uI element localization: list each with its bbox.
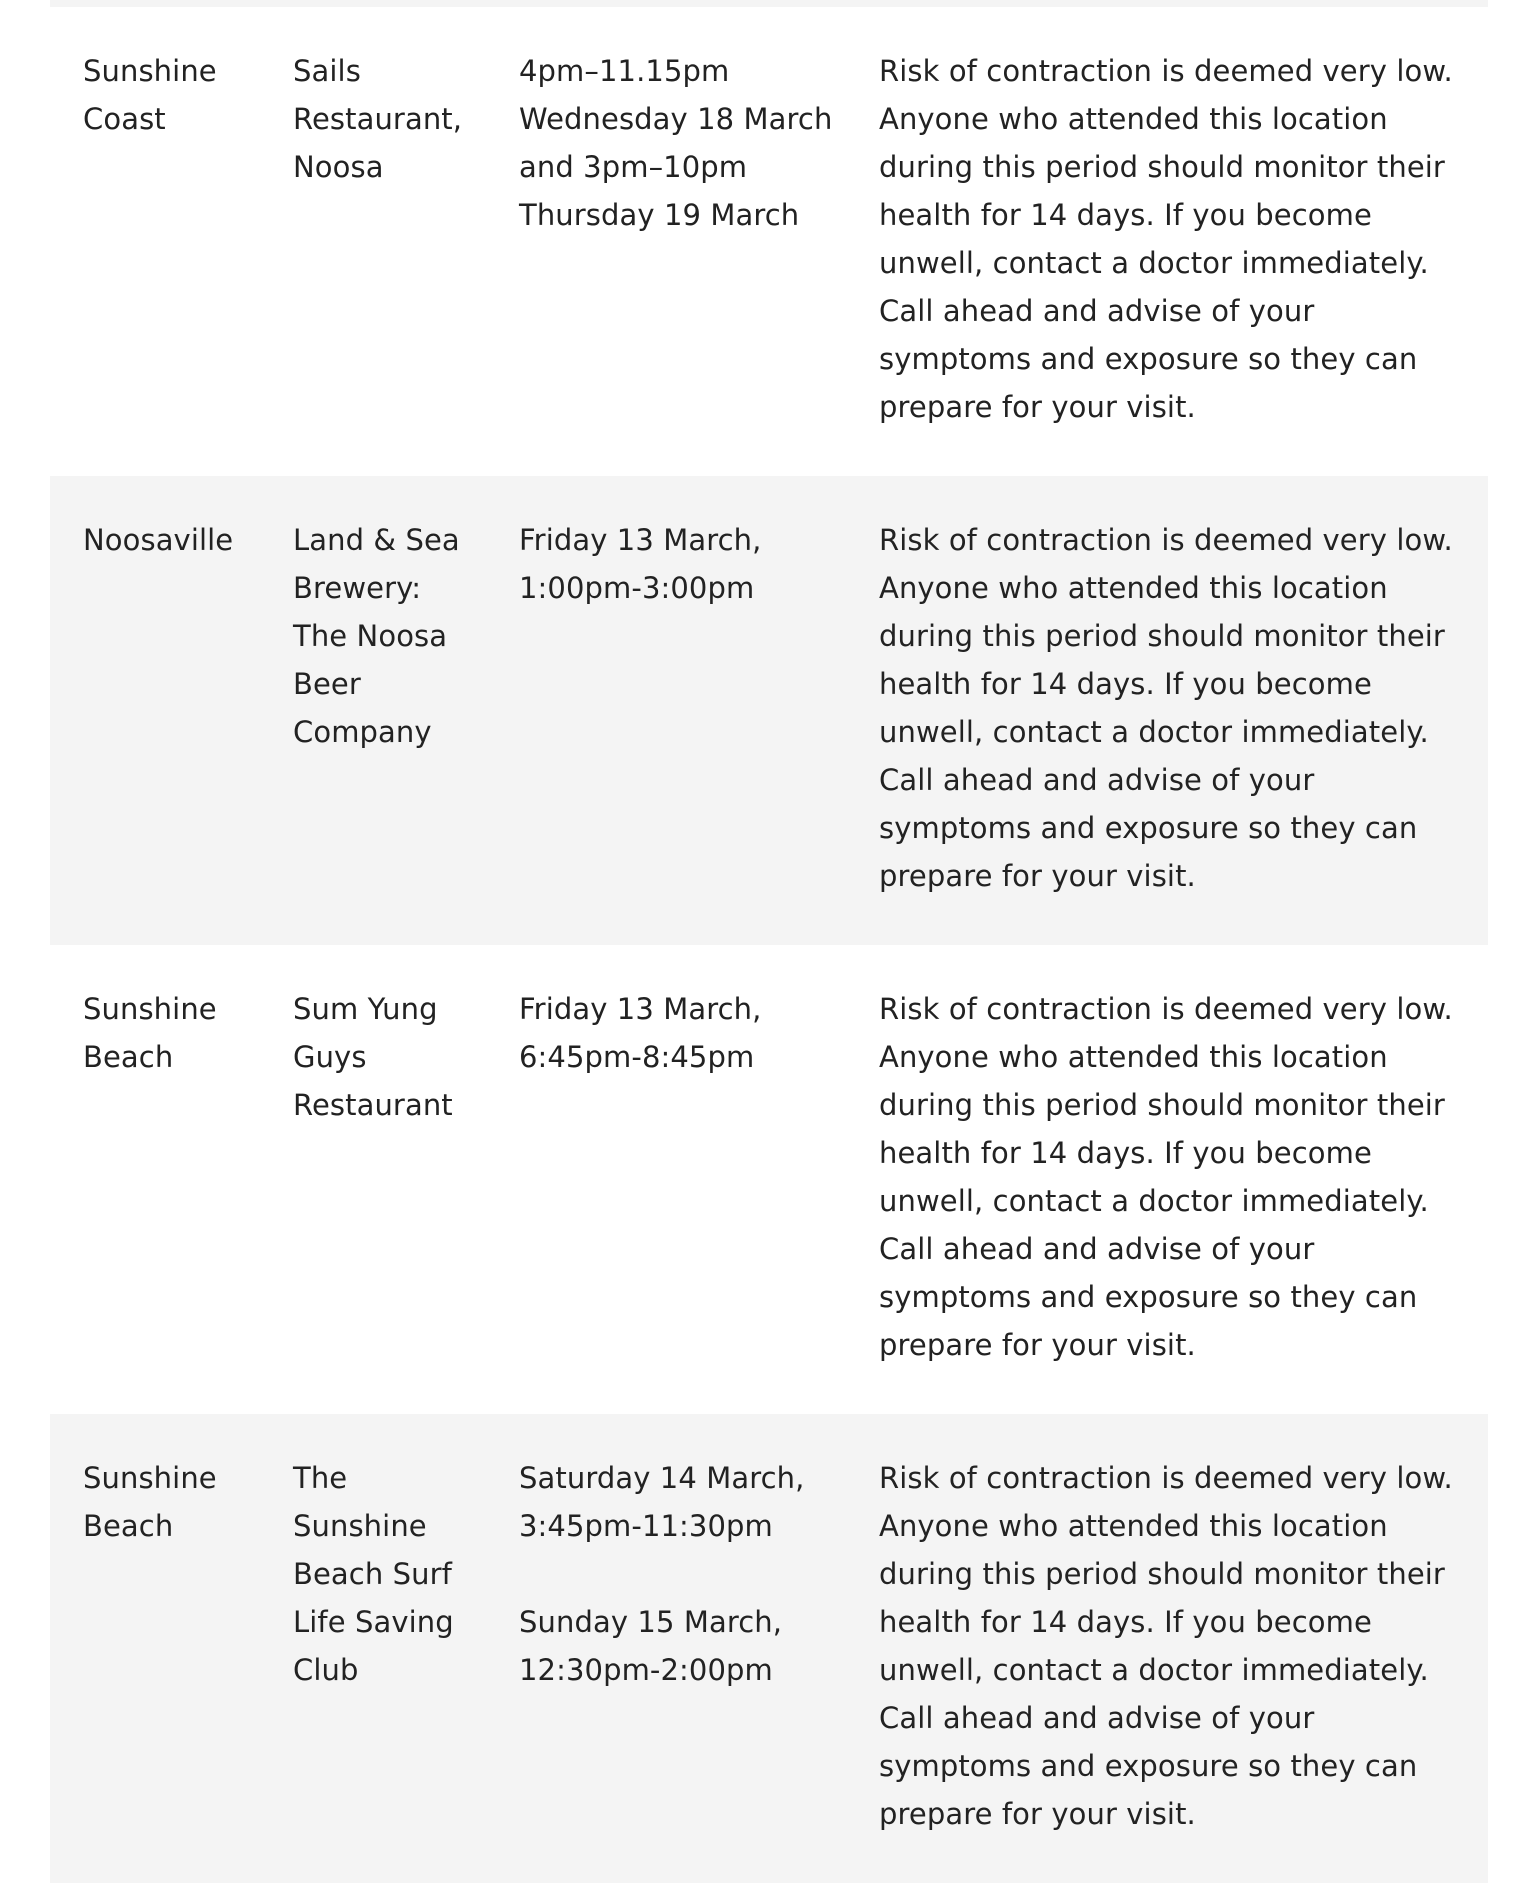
region-cell: Sunshine Beach [83, 1461, 217, 1543]
venue-cell: Sails Restaurant, Noosa [293, 54, 463, 184]
date-cell [519, 1454, 834, 1694]
venue-cell: The Sunshine Beach Surf Life Saving Club [293, 1461, 454, 1687]
table-row [50, 945, 1488, 1414]
venue-cell: Land & Sea Brewery: The Noosa Beer Company [293, 523, 460, 749]
date-time-text: Friday 13 March, 1:00pm-3:00pm [519, 523, 762, 605]
advice-cell: Risk of contraction is deemed very low. Anyone who attended this location during this period should monitor their health for 14 days. If you become unwell, contact a doctor immediately. Call ahead and advise of your symptoms and exposure so they can prepare for your visit. [879, 523, 1453, 893]
exposure-sites-table-wrapper [50, 0, 1488, 1883]
date-cell [519, 985, 834, 1081]
previous-row-edge [50, 0, 1488, 7]
date-time-text: Saturday 14 March, 3:45pm-11:30pm [519, 1461, 805, 1543]
advice-cell: Risk of contraction is deemed very low. Anyone who attended this location during this period should monitor their health for 14 days. If you become unwell, contact a doctor immediately. Call ahead and advise of your symptoms and exposure so they can prepare for your visit. [879, 54, 1453, 424]
date-time-text: Sunday 15 March, 12:30pm-2:00pm [519, 1605, 783, 1687]
exposure-sites-table [50, 7, 1488, 1883]
table-row [50, 476, 1488, 945]
region-cell: Noosaville [83, 523, 234, 557]
date-time-text: Friday 13 March, 6:45pm-8:45pm [519, 992, 762, 1074]
date-cell [519, 47, 834, 239]
table-row [50, 1414, 1488, 1883]
region-cell: Sunshine Coast [83, 54, 217, 136]
advice-cell: Risk of contraction is deemed very low. Anyone who attended this location during this period should monitor their health for 14 days. If you become unwell, contact a doctor immediately. Call ahead and advise of your symptoms and exposure so they can prepare for your visit. [879, 992, 1453, 1362]
region-cell: Sunshine Beach [83, 992, 217, 1074]
table-row [50, 7, 1488, 476]
advice-cell: Risk of contraction is deemed very low. Anyone who attended this location during this period should monitor their health for 14 days. If you become unwell, contact a doctor immediately. Call ahead and advise of your symptoms and exposure so they can prepare for your visit. [879, 1461, 1453, 1831]
venue-cell: Sum Yung Guys Restaurant [293, 992, 453, 1122]
date-time-text: 4pm–11.15pm Wednesday 18 March and 3pm–10pm Thursday 19 March [519, 54, 833, 232]
date-cell [519, 516, 834, 612]
